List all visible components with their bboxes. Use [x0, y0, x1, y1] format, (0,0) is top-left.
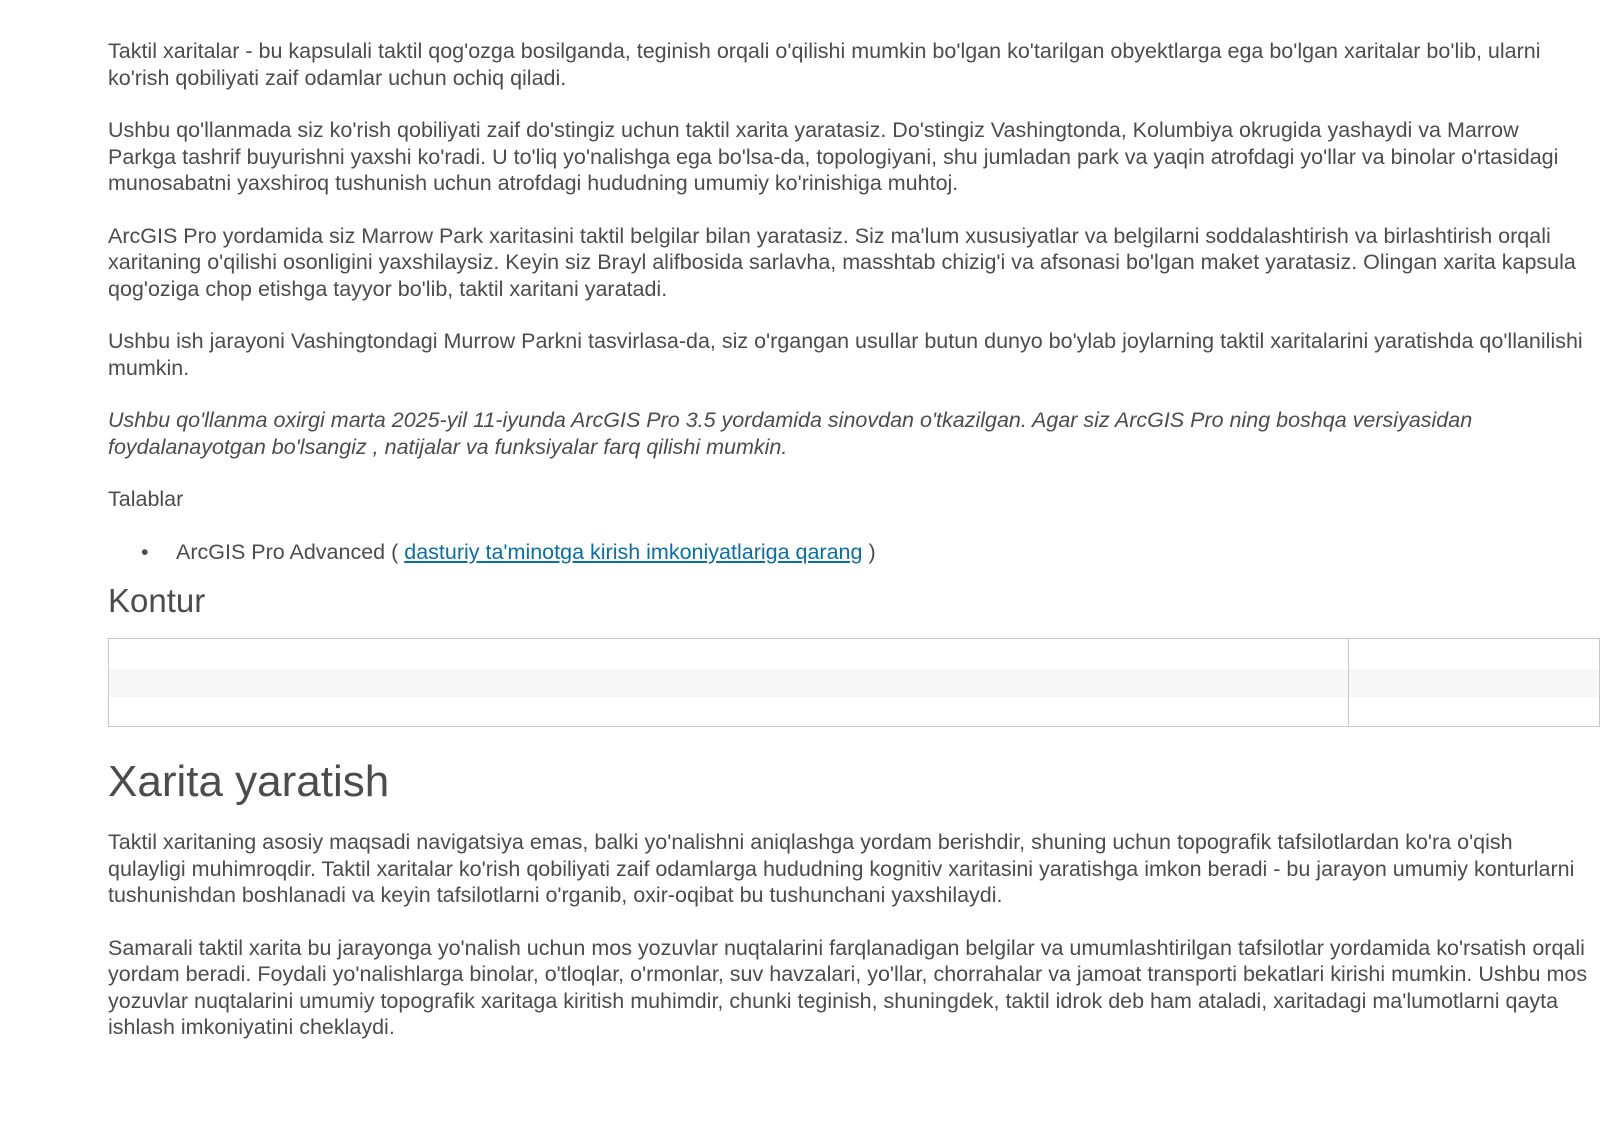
section-paragraph-1: Taktil xaritaning asosiy maqsadi navigatsiya emas, balki yo'nalishni aniqlashga yordam berishdir, shuning uchun topografik tafsilotlardan ko'ra o'qish qulayligi muhimroqdir. Taktil xaritalar ko'rish qobiliyati zaif odamlarga hududning kognitiv xaritasini yaratishga imkon beradi - bu jarayon umumiy konturlarni tushunishdan boshlanadi va keyin tafsilotlarni o'rganib, oxir-oqibat bu tushunchani yaxshilaydi.: [108, 830, 1575, 907]
requirement-text-end: ): [868, 539, 876, 564]
outline-table: [108, 638, 1600, 727]
intro-paragraph-2: Ushbu qo'llanmada siz ko'rish qobiliyati zaif do'stingiz uchun taktil xarita yaratasiz. Do'stingiz Vashingtonda, Kolumbiya okrugida yashaydi va Marrow Parkga tashrif buyurishni yaxshi ko'radi. U to'liq yo'nalishga ega bo'lsa-da, topologiyani, shu jumladan park va yaqin atrofdagi yo'llar va binolar o'rtasidagi munosabatni yaxshiroq tushunish uchun atrofdagi hududning umumiy ko'rinishiga muhtoj.: [108, 118, 1559, 195]
list-item: [108, 539, 1588, 566]
software-access-link[interactable]: dasturiy ta'minotga kirish imkoniyatlariga qarang: [404, 539, 863, 564]
table-row: [109, 669, 1348, 697]
version-note: Ushbu qo'llanma oxirgi marta 2025-yil 11-iyunda ArcGIS Pro 3.5 yordamida sinovdan o'tkazilgan. Agar siz ArcGIS Pro ning boshqa versiyasidan foydalanayotgan bo'lsangiz , natijalar va funksiyalar farq qilishi mumkin.: [108, 408, 1473, 459]
intro-paragraph-3: ArcGIS Pro yordamida siz Marrow Park xaritasini taktil belgilar bilan yaratasiz. Siz ma'lum xususiyatlar va belgilarni soddalashtirish va birlashtirish orqali xaritaning o'qilishi osonligini yaxshilaysiz. Keyin siz Brayl alifbosida sarlavha, masshtab chizig'i va afsonasi bo'lgan maket yaratasiz. Olingan xarita kapsula qog'oziga chop etishga tayyor bo'lib, taktil xaritani yaratadi.: [108, 223, 1576, 301]
outline-cell-side: [1349, 639, 1599, 726]
section-paragraph-2: Samarali taktil xarita bu jarayonga yo'nalish uchun mos yozuvlar nuqtalarini farqlanadigan belgilar va umumlashtirilgan tafsilotlar yordamida ko'rsatish orqali yordam beradi. Foydali yo'nalishlarga binolar, o'tloqlar, o'rmonlar, suv havzalari, yo'llar, chorrahalar va jamoat transporti bekatlari kirishi mumkin. Ushbu mos yozuvlar nuqtalarini umumiy topografik xaritaga kiritish muhimdir, chunki teginish, shuningdek, taktil idrok deb ham ataladi, xaritadagi ma'lumotlarni qayta ishlash imkoniyatini cheklaydi.: [108, 935, 1588, 1039]
requirements-list: [108, 539, 1588, 566]
document-body: [108, 38, 1588, 1067]
intro-paragraph-4: Ushbu ish jarayoni Vashingtondagi Murrow Parkni tasvirlasa-da, siz o'rgangan usullar butun dunyo bo'ylab joylarning taktil xaritalarini yaratishda qo'llanilishi mumkin.: [108, 329, 1583, 380]
section-heading: Xarita yaratish: [108, 757, 390, 806]
outline-heading: Kontur: [108, 582, 206, 619]
requirements-title: Talablar: [108, 487, 184, 511]
outline-cell-main: [109, 639, 1349, 726]
requirement-text: ArcGIS Pro Advanced (: [176, 539, 399, 564]
bullet-icon: •: [141, 539, 149, 564]
table-row: [1349, 669, 1599, 697]
intro-paragraph-1: Taktil xaritalar - bu kapsulali taktil qog'ozga bosilganda, teginish orqali o'qilishi mumkin bo'lgan ko'tarilgan obyektlarga ega bo'lgan xaritalar bo'lib, ularni ko'rish qobiliyati zaif odamlar uchun ochiq qiladi.: [108, 39, 1541, 90]
